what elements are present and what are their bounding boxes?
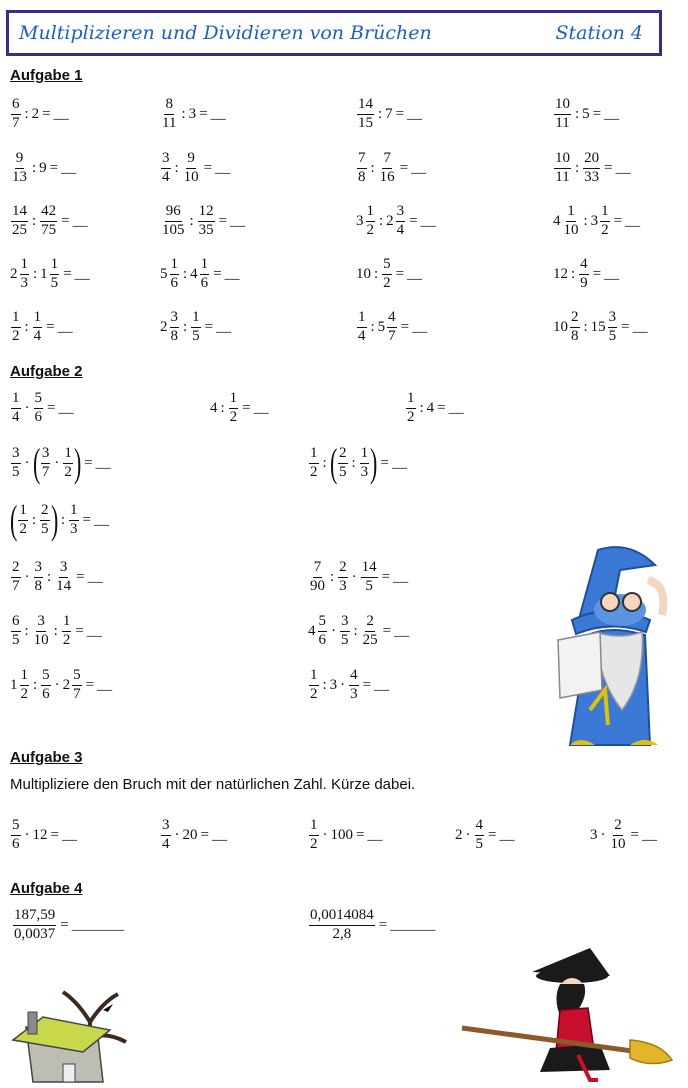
task-3-exercise: 3 · $\frac{2}{10}$ = __ [590, 817, 657, 852]
task-1-exercise: 2 $\frac{3}{8}$ : $\frac{1}{5}$ = __ [160, 309, 232, 344]
task-1-exercise: $\frac{6}{7}$ : 2 = __ [12, 96, 69, 131]
task-2-exercise: $\frac{6}{5}$ : $\frac{3}{10}$ : $\frac{1}{2}$ = __ [12, 613, 102, 648]
task-1-exercise: $\frac{10}{11}$ : 5 = __ [555, 96, 620, 131]
haunted-house-illustration [8, 982, 133, 1084]
task-2-exercise: 1 $\frac{1}{2}$ : $\frac{5}{6}$ · 2 $\frac{5}{7}$ = __ [10, 667, 113, 702]
task-4-exercise: $\frac{187,59}{0,0037}$ = _______ [14, 907, 125, 942]
worksheet-title: Multiplizieren und Dividieren von Brüchen [19, 22, 432, 44]
task-3-exercise: $\frac{5}{6}$ · 12 = __ [12, 817, 77, 852]
task-3-exercise: 2 · $\frac{4}{5}$ = __ [455, 817, 515, 852]
task-1-heading: Aufgabe 1 [10, 67, 83, 84]
worksheet-header [6, 10, 662, 56]
task-1-exercise: 10 : $\frac{5}{2}$ = __ [356, 256, 423, 291]
task-1-exercise: $\frac{14}{15}$ : 7 = __ [358, 96, 423, 131]
task-3-exercise: $\frac{3}{4}$ · 20 = __ [162, 817, 227, 852]
task-1-exercise: $\frac{7}{8}$ : $\frac{7}{16}$ = __ [358, 150, 427, 185]
task-3-instruction: Multipliziere den Bruch mit der natürlichen Zahl. Kürze dabei. [10, 776, 416, 793]
witch-illustration [460, 940, 675, 1085]
task-2-exercise: $\frac{3}{5}$ · ( $\frac{3}{7}$ · $\frac{1}{2}$ ) = __ [12, 440, 111, 485]
task-2-heading: Aufgabe 2 [10, 363, 83, 380]
task-2-exercise: ( $\frac{1}{2}$ : $\frac{2}{5}$ ) : $\frac{1}{3}$ = __ [9, 497, 109, 542]
task-1-exercise: 2 $\frac{1}{3}$ : 1 $\frac{1}{5}$ = __ [10, 256, 90, 291]
task-2-exercise: $\frac{2}{7}$ · $\frac{3}{8}$ : $\frac{3}{14}$ = __ [12, 559, 103, 594]
task-1-exercise: $\frac{8}{11}$ : 3 = __ [162, 96, 226, 131]
task-1-exercise: 5 $\frac{1}{6}$ : 4 $\frac{1}{6}$ = __ [160, 256, 240, 291]
task-4-exercise: $\frac{0,0014084}{2,8}$ = ______ [310, 907, 436, 942]
task-1-exercise: $\frac{96}{105}$ : $\frac{12}{35}$ = __ [162, 203, 246, 238]
task-3-exercise: $\frac{1}{2}$ · 100 = __ [310, 817, 383, 852]
task-1-exercise: $\frac{14}{25}$ : $\frac{42}{75}$ = __ [12, 203, 88, 238]
task-2-exercise: $\frac{1}{2}$ : 4 = __ [407, 390, 464, 425]
task-1-exercise: $\frac{10}{11}$ : $\frac{20}{33}$ = __ [555, 150, 631, 185]
task-1-exercise: $\frac{1}{2}$ : $\frac{1}{4}$ = __ [12, 309, 73, 344]
task-1-exercise: 4 $\frac{1}{10}$ : 3 $\frac{1}{2}$ = __ [553, 203, 641, 238]
task-2-exercise: $\frac{7}{90}$ : $\frac{2}{3}$ · $\frac{14}{5}$ = __ [310, 559, 409, 594]
task-1-exercise: $\frac{1}{4}$ : 5 $\frac{4}{7}$ = __ [358, 309, 428, 344]
task-2-exercise: 4 : $\frac{1}{2}$ = __ [210, 390, 269, 425]
task-4-heading: Aufgabe 4 [10, 880, 83, 897]
task-2-exercise: $\frac{1}{2}$ : ( $\frac{2}{5}$ : $\frac{1}{3}$ ) = __ [310, 440, 407, 485]
task-1-exercise: 10 $\frac{2}{8}$ : 15 $\frac{3}{5}$ = __ [553, 309, 648, 344]
task-2-exercise: 4 $\frac{5}{6}$ · $\frac{3}{5}$ : $\frac{2}{25}$ = __ [308, 613, 410, 648]
station-label: Station 4 [555, 22, 643, 44]
task-1-exercise: $\frac{3}{4}$ : $\frac{9}{10}$ = __ [162, 150, 231, 185]
task-1-exercise: $\frac{9}{13}$ : 9 = __ [12, 150, 77, 185]
task-2-exercise: $\frac{1}{2}$ : 3 · $\frac{4}{3}$ = __ [310, 667, 390, 702]
wizard-illustration [550, 540, 685, 750]
task-1-exercise: 3 $\frac{1}{2}$ : 2 $\frac{3}{4}$ = __ [356, 203, 436, 238]
task-1-exercise: 12 : $\frac{4}{9}$ = __ [553, 256, 620, 291]
task-3-heading: Aufgabe 3 [10, 749, 83, 766]
task-2-exercise: $\frac{1}{4}$ · $\frac{5}{6}$ = __ [12, 390, 74, 425]
